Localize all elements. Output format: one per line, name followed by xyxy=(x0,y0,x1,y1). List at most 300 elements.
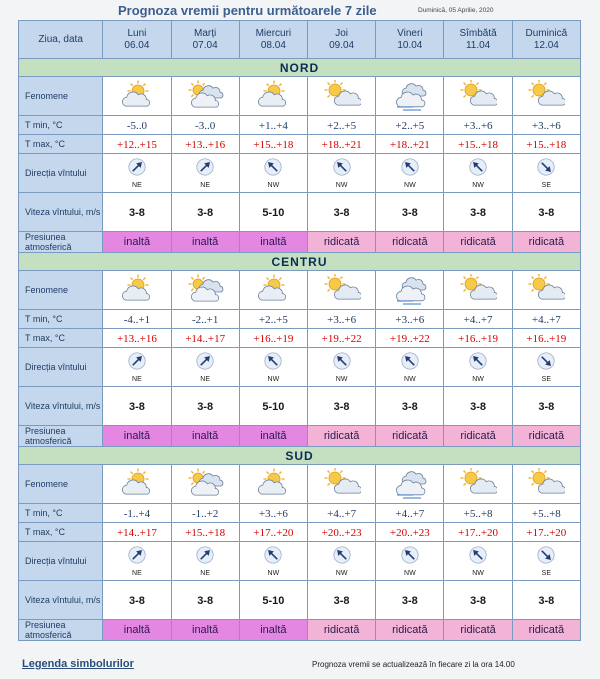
wind-direction-value: NW xyxy=(472,375,484,383)
wind-direction-row xyxy=(19,542,581,581)
wind-direction-cell xyxy=(376,154,444,193)
wind-direction-value: NW xyxy=(404,181,416,189)
wind-direction-cell xyxy=(376,542,444,581)
forecast-table xyxy=(18,20,581,641)
region-row xyxy=(19,59,581,77)
phenomena-row xyxy=(19,77,581,116)
tmax-cell xyxy=(239,329,307,348)
wind-speed-value: 3-8 xyxy=(197,401,214,413)
tmax-value: +17..+20 xyxy=(458,527,499,539)
tmin-value: -3..0 xyxy=(195,120,216,132)
pressure-row xyxy=(19,426,581,447)
row-label: T min, °C xyxy=(19,504,103,523)
wind-speed-value: 3-8 xyxy=(401,595,418,607)
tmin-value: -2..+1 xyxy=(191,314,219,326)
tmin-cell xyxy=(239,504,307,523)
day-date: 09.04 xyxy=(329,39,355,51)
tmax-cell xyxy=(171,329,239,348)
day-name: Sîmbătă xyxy=(459,27,497,39)
wind-direction-row xyxy=(19,154,581,193)
cloudy-wind-icon xyxy=(376,80,443,112)
pressure-cell: inaltă xyxy=(239,232,307,253)
row-label: T min, °C xyxy=(19,310,103,329)
pressure-cell: ridicată xyxy=(444,232,512,253)
wind-direction-cell xyxy=(239,348,307,387)
tmin-cell xyxy=(444,504,512,523)
update-note: Prognoza vremii se actualizează în fiecare zi la ora 14.00 xyxy=(312,660,515,669)
row-label: Direcția vîntului xyxy=(19,348,103,387)
tmin-cell xyxy=(171,310,239,329)
tmin-value: -4..+1 xyxy=(123,314,151,326)
tmax-value: +16..+19 xyxy=(253,333,294,345)
tmax-cell xyxy=(308,135,376,154)
tmax-value: +12..+15 xyxy=(116,139,157,151)
row-label: Fenomene xyxy=(19,271,103,310)
wind-arrow-icon xyxy=(196,546,214,569)
tmin-cell xyxy=(239,310,307,329)
tmin-value: +4..+7 xyxy=(395,508,425,520)
cloudy-wind-icon xyxy=(376,468,443,500)
wind-speed-cell xyxy=(512,193,580,232)
wind-direction-cell xyxy=(512,154,580,193)
row-label: Viteza vîntului, m/s xyxy=(19,581,103,620)
wind-arrow-icon xyxy=(401,352,419,375)
pressure-cell: ridicată xyxy=(512,426,580,447)
wind-speed-value: 3-8 xyxy=(470,401,487,413)
pressure-row xyxy=(19,620,581,641)
pressure-cell: ridicată xyxy=(376,232,444,253)
pressure-cell: inaltă xyxy=(239,426,307,447)
pressure-cell: ridicată xyxy=(308,426,376,447)
wind-direction-value: NW xyxy=(335,569,348,577)
tmin-cell xyxy=(171,116,239,135)
wind-speed-row xyxy=(19,193,581,232)
row-label: Fenomene xyxy=(19,465,103,504)
tmax-value: +20..+23 xyxy=(321,527,362,539)
sun-cloud-icon xyxy=(444,468,511,500)
tmax-value: +14..+17 xyxy=(185,333,226,345)
day-header xyxy=(171,21,239,59)
tmax-cell xyxy=(239,523,307,542)
day-header xyxy=(103,21,171,59)
wind-arrow-icon xyxy=(537,546,555,569)
day-date: 12.04 xyxy=(533,39,559,51)
tmax-value: +17..+20 xyxy=(526,527,567,539)
tmax-value: +13..+16 xyxy=(116,333,157,345)
wind-speed-value: 3-8 xyxy=(538,401,555,413)
wind-direction-value: NE xyxy=(200,375,211,383)
tmax-cell xyxy=(512,135,580,154)
wind-arrow-icon xyxy=(333,158,351,181)
wind-speed-cell xyxy=(444,387,512,426)
day-header xyxy=(512,21,580,59)
wind-direction-cell xyxy=(444,154,512,193)
tmax-cell xyxy=(444,523,512,542)
tmin-value: +3..+6 xyxy=(258,508,288,520)
wind-speed-value: 5-10 xyxy=(262,207,285,219)
pressure-cell: inaltă xyxy=(239,620,307,641)
wind-speed-value: 3-8 xyxy=(470,207,487,219)
tmax-cell xyxy=(103,329,171,348)
header-row xyxy=(19,21,581,59)
partly-cloudy-icon xyxy=(103,274,170,306)
wind-direction-value: NW xyxy=(472,569,484,577)
wind-direction-value: NE xyxy=(132,181,142,189)
wind-speed-cell xyxy=(308,193,376,232)
wind-arrow-icon xyxy=(537,158,555,181)
partly-cloudy-icon xyxy=(103,80,170,112)
tmin-row xyxy=(19,310,581,329)
wind-speed-value: 5-10 xyxy=(262,401,285,413)
day-header xyxy=(444,21,512,59)
tmin-cell xyxy=(376,116,444,135)
wind-direction-value: NW xyxy=(267,181,280,189)
wind-speed-cell xyxy=(512,581,580,620)
wind-speed-cell xyxy=(444,193,512,232)
wind-speed-value: 3-8 xyxy=(401,401,418,413)
row-label: Fenomene xyxy=(19,77,103,116)
corner-label: Ziua, data xyxy=(19,21,103,59)
tmax-value: +19..+22 xyxy=(321,333,362,345)
tmax-row xyxy=(19,329,581,348)
wind-speed-value: 3-8 xyxy=(333,207,350,219)
tmin-cell xyxy=(171,504,239,523)
tmin-value: +3..+6 xyxy=(395,314,425,326)
row-label: T max, °C xyxy=(19,135,103,154)
day-name: Joi xyxy=(335,27,349,39)
wind-direction-cell xyxy=(444,542,512,581)
wind-speed-cell xyxy=(376,387,444,426)
tmin-cell xyxy=(512,310,580,329)
phenomena-cell xyxy=(103,465,171,504)
cloudy-icon xyxy=(172,80,239,112)
day-header xyxy=(376,21,444,59)
wind-arrow-icon xyxy=(469,158,487,181)
pressure-cell: ridicată xyxy=(308,232,376,253)
wind-direction-value: NE xyxy=(200,569,211,577)
wind-arrow-icon xyxy=(196,352,214,375)
tmin-cell xyxy=(239,116,307,135)
pressure-cell: ridicată xyxy=(308,620,376,641)
phenomena-cell xyxy=(512,465,580,504)
tmax-cell xyxy=(512,329,580,348)
wind-speed-value: 3-8 xyxy=(470,595,487,607)
wind-speed-cell xyxy=(171,193,239,232)
wind-speed-cell xyxy=(239,387,307,426)
row-label: Presiunea atmosferică xyxy=(19,232,103,253)
wind-direction-cell xyxy=(308,542,376,581)
phenomena-cell xyxy=(171,77,239,116)
wind-arrow-icon xyxy=(128,546,146,569)
tmin-cell xyxy=(308,310,376,329)
wind-direction-value: NW xyxy=(404,375,416,383)
phenomena-cell xyxy=(376,271,444,310)
wind-speed-value: 3-8 xyxy=(538,595,555,607)
tmax-cell xyxy=(171,523,239,542)
partly-cloudy-icon xyxy=(103,468,170,500)
day-name: Duminică xyxy=(525,27,568,39)
day-date: 06.04 xyxy=(124,39,150,51)
tmin-value: +5..+8 xyxy=(531,508,561,520)
wind-speed-value: 3-8 xyxy=(401,207,418,219)
sun-cloud-icon xyxy=(444,274,511,306)
wind-speed-cell xyxy=(239,581,307,620)
tmin-value: -1..+2 xyxy=(191,508,219,520)
wind-arrow-icon xyxy=(333,352,351,375)
wind-speed-value: 3-8 xyxy=(128,207,145,219)
wind-direction-value: NW xyxy=(335,375,348,383)
pressure-row xyxy=(19,232,581,253)
wind-speed-value: 3-8 xyxy=(128,595,145,607)
wind-direction-cell xyxy=(103,348,171,387)
tmin-cell xyxy=(103,504,171,523)
wind-arrow-icon xyxy=(401,546,419,569)
wind-direction-cell xyxy=(376,348,444,387)
wind-arrow-icon xyxy=(196,158,214,181)
pressure-cell: ridicată xyxy=(512,232,580,253)
tmin-value: +4..+7 xyxy=(463,314,493,326)
phenomena-cell xyxy=(239,271,307,310)
tmax-cell xyxy=(171,135,239,154)
tmax-cell xyxy=(103,135,171,154)
tmin-value: +2..+5 xyxy=(258,314,288,326)
phenomena-cell xyxy=(308,465,376,504)
region-title: SUD xyxy=(19,447,581,465)
tmax-value: +16..+19 xyxy=(526,333,567,345)
wind-direction-value: NW xyxy=(267,569,280,577)
pressure-cell: ridicată xyxy=(512,620,580,641)
wind-direction-cell xyxy=(171,542,239,581)
wind-direction-value: NW xyxy=(335,181,348,189)
wind-direction-cell xyxy=(308,154,376,193)
tmax-cell xyxy=(512,523,580,542)
wind-direction-value: NW xyxy=(404,569,416,577)
tmax-row xyxy=(19,523,581,542)
phenomena-row xyxy=(19,271,581,310)
day-header xyxy=(308,21,376,59)
phenomena-cell xyxy=(171,271,239,310)
day-date: 08.04 xyxy=(260,39,286,51)
tmax-value: +15..+18 xyxy=(253,139,294,151)
tmin-value: +4..+7 xyxy=(531,314,561,326)
tmin-row xyxy=(19,504,581,523)
tmin-value: +2..+5 xyxy=(327,120,357,132)
tmax-value: +15..+18 xyxy=(185,527,226,539)
tmin-cell xyxy=(103,116,171,135)
tmax-row xyxy=(19,135,581,154)
tmin-value: +1..+4 xyxy=(258,120,288,132)
tmin-value: +3..+6 xyxy=(463,120,493,132)
wind-direction-value: NE xyxy=(200,181,211,189)
tmax-value: +13..+16 xyxy=(185,139,226,151)
wind-speed-cell xyxy=(308,387,376,426)
cloudy-icon xyxy=(172,274,239,306)
sun-cloud-icon xyxy=(444,80,511,112)
tmax-value: +18..+21 xyxy=(321,139,362,151)
pressure-cell: ridicată xyxy=(376,426,444,447)
wind-direction-cell xyxy=(512,542,580,581)
row-label: T min, °C xyxy=(19,116,103,135)
pressure-cell: inaltă xyxy=(171,620,239,641)
phenomena-cell xyxy=(444,465,512,504)
phenomena-cell xyxy=(444,271,512,310)
phenomena-cell xyxy=(103,271,171,310)
phenomena-cell xyxy=(308,271,376,310)
wind-direction-value: SE xyxy=(541,375,552,383)
phenomena-row xyxy=(19,465,581,504)
tmin-value: +3..+6 xyxy=(531,120,561,132)
wind-direction-cell xyxy=(239,542,307,581)
wind-speed-value: 3-8 xyxy=(128,401,145,413)
wind-arrow-icon xyxy=(401,158,419,181)
row-label: Viteza vîntului, m/s xyxy=(19,387,103,426)
row-label: Direcția vîntului xyxy=(19,542,103,581)
tmin-cell xyxy=(308,116,376,135)
wind-speed-cell xyxy=(103,193,171,232)
pressure-cell: inaltă xyxy=(103,620,171,641)
wind-speed-cell xyxy=(171,581,239,620)
page-footer xyxy=(0,654,600,679)
wind-direction-cell xyxy=(103,542,171,581)
tmax-value: +15..+18 xyxy=(526,139,567,151)
tmin-cell xyxy=(376,504,444,523)
tmin-cell xyxy=(512,504,580,523)
wind-direction-cell xyxy=(171,348,239,387)
phenomena-cell xyxy=(512,271,580,310)
pressure-cell: ridicată xyxy=(444,426,512,447)
sun-cloud-icon xyxy=(308,274,375,306)
day-date: 10.04 xyxy=(397,39,423,51)
row-label: Presiunea atmosferică xyxy=(19,620,103,641)
region-title: CENTRU xyxy=(19,253,581,271)
tmin-value: -1..+4 xyxy=(123,508,151,520)
wind-direction-cell xyxy=(239,154,307,193)
tmax-cell xyxy=(376,329,444,348)
phenomena-cell xyxy=(376,465,444,504)
phenomena-cell xyxy=(444,77,512,116)
tmax-value: +15..+18 xyxy=(458,139,499,151)
tmax-value: +19..+22 xyxy=(389,333,430,345)
legend-link[interactable]: Legenda simbolurilor xyxy=(22,658,134,670)
tmin-row xyxy=(19,116,581,135)
cloudy-wind-icon xyxy=(376,274,443,306)
wind-direction-cell xyxy=(512,348,580,387)
tmin-cell xyxy=(308,504,376,523)
day-name: Luni xyxy=(127,27,147,39)
wind-speed-value: 3-8 xyxy=(197,595,214,607)
partly-cloudy-icon xyxy=(240,274,307,306)
tmin-cell xyxy=(103,310,171,329)
cloudy-icon xyxy=(172,468,239,500)
wind-speed-row xyxy=(19,581,581,620)
wind-direction-cell xyxy=(171,154,239,193)
region-row xyxy=(19,447,581,465)
current-date: Duminică, 05 Aprilie, 2020 xyxy=(418,7,494,14)
wind-arrow-icon xyxy=(128,352,146,375)
tmax-cell xyxy=(239,135,307,154)
sun-cloud-icon xyxy=(513,80,580,112)
day-name: Miercuri xyxy=(255,27,292,39)
tmax-cell xyxy=(376,523,444,542)
tmin-cell xyxy=(512,116,580,135)
region-title: NORD xyxy=(19,59,581,77)
wind-direction-value: NW xyxy=(267,375,280,383)
wind-direction-cell xyxy=(444,348,512,387)
tmax-value: +17..+20 xyxy=(253,527,294,539)
wind-direction-value: NW xyxy=(472,181,484,189)
wind-direction-row xyxy=(19,348,581,387)
partly-cloudy-icon xyxy=(240,80,307,112)
tmin-cell xyxy=(376,310,444,329)
wind-speed-row xyxy=(19,387,581,426)
tmin-value: +3..+6 xyxy=(327,314,357,326)
wind-speed-cell xyxy=(103,581,171,620)
row-label: T max, °C xyxy=(19,329,103,348)
pressure-cell: inaltă xyxy=(103,232,171,253)
wind-direction-cell xyxy=(308,348,376,387)
day-name: Vineri xyxy=(397,27,423,39)
sun-cloud-icon xyxy=(513,468,580,500)
sun-cloud-icon xyxy=(308,468,375,500)
tmax-cell xyxy=(444,329,512,348)
tmin-value: +2..+5 xyxy=(395,120,425,132)
row-label: Direcția vîntului xyxy=(19,154,103,193)
tmax-cell xyxy=(103,523,171,542)
row-label: Viteza vîntului, m/s xyxy=(19,193,103,232)
tmax-value: +14..+17 xyxy=(116,527,157,539)
tmin-cell xyxy=(444,116,512,135)
wind-speed-cell xyxy=(512,387,580,426)
page-title: Prognoza vremii pentru următoarele 7 zile xyxy=(118,3,377,18)
wind-speed-cell xyxy=(171,387,239,426)
tmin-cell xyxy=(444,310,512,329)
region-row xyxy=(19,253,581,271)
phenomena-cell xyxy=(308,77,376,116)
pressure-cell: ridicată xyxy=(376,620,444,641)
wind-arrow-icon xyxy=(333,546,351,569)
wind-speed-value: 5-10 xyxy=(262,595,285,607)
wind-arrow-icon xyxy=(469,546,487,569)
day-name: Marți xyxy=(194,27,217,39)
phenomena-cell xyxy=(512,77,580,116)
pressure-cell: inaltă xyxy=(171,232,239,253)
wind-speed-cell xyxy=(239,193,307,232)
phenomena-cell xyxy=(171,465,239,504)
phenomena-cell xyxy=(239,77,307,116)
wind-speed-cell xyxy=(308,581,376,620)
tmax-cell xyxy=(308,523,376,542)
tmin-value: +4..+7 xyxy=(327,508,357,520)
wind-direction-value: NE xyxy=(132,375,142,383)
wind-arrow-icon xyxy=(264,546,282,569)
wind-direction-value: SE xyxy=(541,181,552,189)
wind-speed-cell xyxy=(444,581,512,620)
tmax-cell xyxy=(376,135,444,154)
row-label: T max, °C xyxy=(19,523,103,542)
wind-direction-value: SE xyxy=(541,569,552,577)
wind-arrow-icon xyxy=(264,158,282,181)
wind-direction-cell xyxy=(103,154,171,193)
wind-arrow-icon xyxy=(264,352,282,375)
wind-direction-value: NE xyxy=(132,569,142,577)
sun-cloud-icon xyxy=(308,80,375,112)
page-header xyxy=(0,0,600,22)
phenomena-cell xyxy=(239,465,307,504)
pressure-cell: inaltă xyxy=(103,426,171,447)
tmax-cell xyxy=(308,329,376,348)
wind-arrow-icon xyxy=(128,158,146,181)
tmin-value: +5..+8 xyxy=(463,508,493,520)
